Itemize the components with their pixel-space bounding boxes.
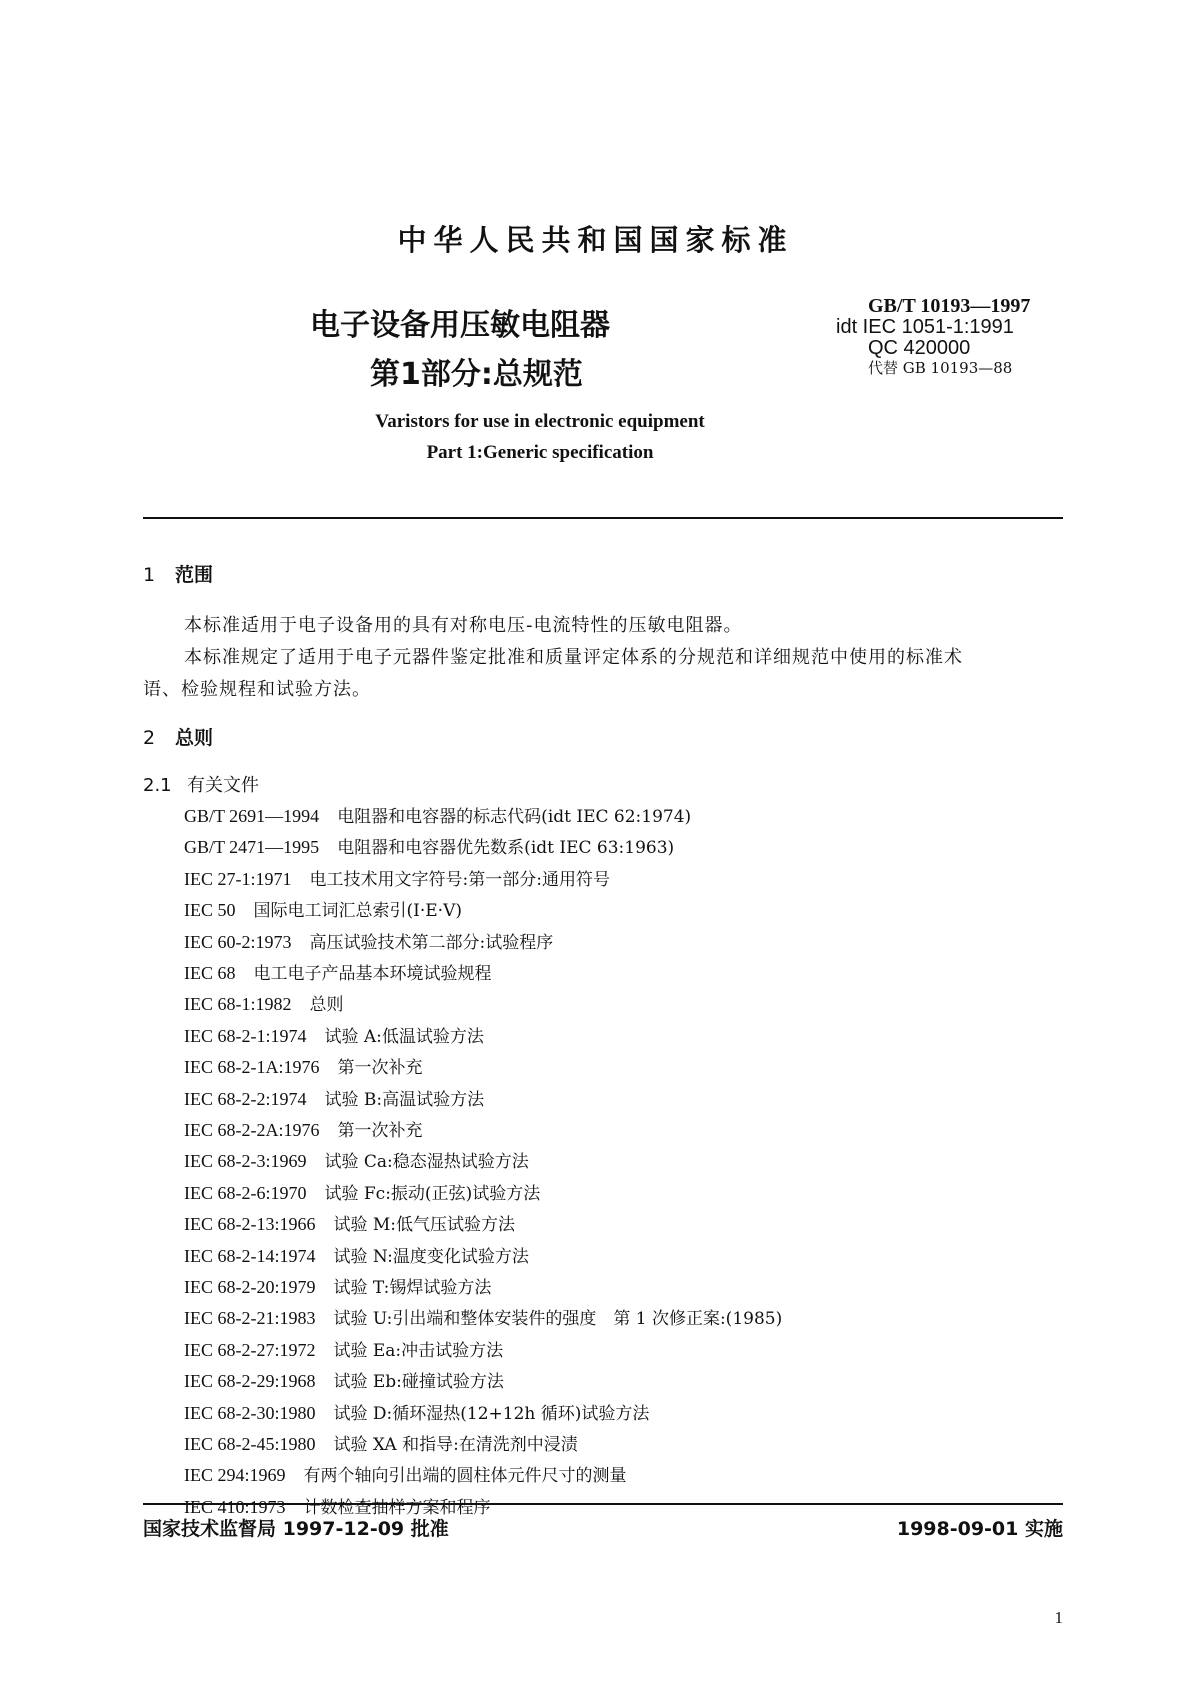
reference-item (184, 802, 691, 827)
reference-title: 试验 XA 和指导:在清洗剂中浸渍 (333, 1435, 578, 1455)
title-en-line1: Varistors for use in electronic equipment (375, 411, 705, 432)
title-en-line2: Part 1:Generic specification (426, 442, 654, 463)
reference-code: IEC 68-2-2A:1976 (184, 1120, 320, 1140)
reference-code: IEC 68-2-3:1969 (184, 1151, 307, 1172)
subsection-2-1-number: 2.1 (143, 775, 172, 796)
footer-divider (143, 1503, 1063, 1505)
reference-code: IEC 68-2-1:1974 (184, 1025, 307, 1046)
reference-title: 电阻器和电容器的标志代码(idt IEC 62:1974) (337, 807, 692, 827)
reference-title: 总则 (309, 995, 344, 1016)
section-1-number: 1 (143, 564, 156, 586)
replaces-standard: 代替 GB 10193—88 (868, 359, 1013, 377)
reference-title: 试验 T:锡焊试验方法 (333, 1278, 492, 1298)
reference-item (184, 1367, 504, 1392)
reference-title: 高压试验技术第二部分:试验程序 (309, 932, 554, 953)
reference-code: IEC 68-2-21:1983 (184, 1308, 316, 1329)
reference-title: 试验 U:引出端和整体安装件的强度 第 1 次修正案:(1985) (333, 1309, 783, 1330)
reference-title: 国际电工词汇总索引(I·E·V) (253, 901, 462, 922)
reference-code: IEC 68-2-20:1979 (184, 1277, 316, 1297)
reference-title: 试验 N:温度变化试验方法 (333, 1246, 529, 1267)
reference-title: 有两个轴向引出端的圆柱体元件尺寸的测量 (303, 1466, 627, 1487)
reference-item (184, 1085, 484, 1110)
standard-number: GB/T 10193—1997 (868, 295, 1031, 317)
reference-item (184, 896, 462, 921)
reference-code: IEC 68-2-6:1970 (184, 1182, 307, 1203)
reference-code: GB/T 2691—1994 (184, 806, 320, 826)
reference-code: IEC 50 (184, 900, 236, 921)
subsection-2-1-heading (143, 771, 259, 797)
section-2-heading (143, 723, 213, 750)
reference-title: 试验 Eb:碰撞试验方法 (333, 1372, 504, 1393)
reference-title: 试验 Ea:冲击试验方法 (333, 1340, 504, 1361)
reference-item (184, 1461, 627, 1486)
reference-item (184, 1304, 782, 1329)
reference-code: IEC 27-1:1971 (184, 868, 292, 889)
reference-code: IEC 68 (184, 963, 236, 983)
reference-code: IEC 68-2-27:1972 (184, 1339, 316, 1360)
reference-title: 电阻器和电容器优先数系(idt IEC 63:1963) (337, 838, 675, 859)
section-2-number: 2 (143, 727, 156, 749)
reference-item (184, 865, 610, 890)
section-1-para2b: 语、检验规程和试验方法。 (143, 679, 371, 700)
reference-code: IEC 68-2-1A:1976 (184, 1057, 320, 1078)
reference-title: 电工技术用文字符号:第一部分:通用符号 (309, 869, 610, 890)
reference-code: IEC 294:1969 (184, 1465, 286, 1486)
section-1-para2a: 本标准规定了适用于电子元器件鉴定批准和质量评定体系的分规范和详细规范中使用的标准术 (184, 647, 963, 668)
section-1-title: 范围 (175, 564, 214, 586)
reference-title: 试验 Ca:稳态湿热试验方法 (324, 1152, 529, 1173)
reference-item (184, 1179, 540, 1204)
reference-item (184, 928, 553, 953)
approval-note: 国家技术监督局 1997-12-09 批准 (143, 1518, 449, 1540)
section-1-para1: 本标准适用于电子设备用的具有对称电压-电流特性的压敏电阻器。 (184, 615, 743, 636)
reference-item (184, 1053, 422, 1078)
reference-item (184, 1147, 529, 1172)
reference-code: IEC 68-1:1982 (184, 994, 292, 1015)
reference-title: 试验 D:循环湿热(12+12h 循环)试验方法 (333, 1403, 650, 1424)
reference-item (184, 1116, 422, 1141)
reference-item (184, 1273, 491, 1298)
reference-title: 试验 M:低气压试验方法 (333, 1215, 516, 1236)
section-1-heading (143, 560, 213, 587)
reference-item (184, 1336, 503, 1361)
reference-code: IEC 60-2:1973 (184, 931, 292, 952)
section-2-title: 总则 (175, 727, 214, 749)
reference-title: 计数检查抽样方案和程序 (303, 1497, 491, 1518)
reference-item (184, 1022, 484, 1047)
reference-title: 第一次补充 (337, 1121, 423, 1141)
reference-code: IEC 68-2-29:1968 (184, 1371, 316, 1392)
reference-code: IEC 68-2-45:1980 (184, 1434, 316, 1454)
implementation-date: 1998-09-01 实施 (896, 1518, 1063, 1540)
qc-number: QC 420000 (868, 337, 971, 359)
title-cn-line2: 第1部分:总规范 (370, 357, 583, 392)
reference-code: GB/T 2471—1995 (184, 837, 320, 858)
title-cn-line1: 电子设备用压敏电阻器 (310, 308, 610, 343)
reference-item (184, 1430, 578, 1455)
reference-title: 电工电子产品基本环境试验规程 (253, 964, 492, 984)
reference-title: 第一次补充 (337, 1058, 423, 1079)
reference-code: IEC 410:1973 (184, 1496, 286, 1517)
reference-title: 试验 B:高温试验方法 (324, 1089, 485, 1110)
reference-code: IEC 68-2-14:1974 (184, 1245, 316, 1266)
idt-reference: idt IEC 1051-1:1991 (836, 316, 1014, 338)
subsection-2-1-title: 有关文件 (187, 775, 259, 796)
reference-item (184, 1210, 515, 1235)
reference-title: 试验 A:低温试验方法 (324, 1026, 484, 1047)
reference-code: IEC 68-2-13:1966 (184, 1214, 316, 1235)
header-divider (143, 517, 1063, 519)
reference-item (184, 959, 492, 984)
reference-code: IEC 68-2-2:1974 (184, 1088, 307, 1109)
reference-code: IEC 68-2-30:1980 (184, 1402, 316, 1423)
reference-item (184, 1399, 649, 1424)
reference-title: 试验 Fc:振动(正弦)试验方法 (324, 1183, 541, 1204)
reference-item (184, 833, 674, 858)
page-number: 1 (1054, 1608, 1063, 1627)
reference-item (184, 1242, 529, 1267)
reference-item (184, 990, 344, 1015)
national-standard-heading: 中华人民共和国国家标准 (397, 223, 794, 257)
